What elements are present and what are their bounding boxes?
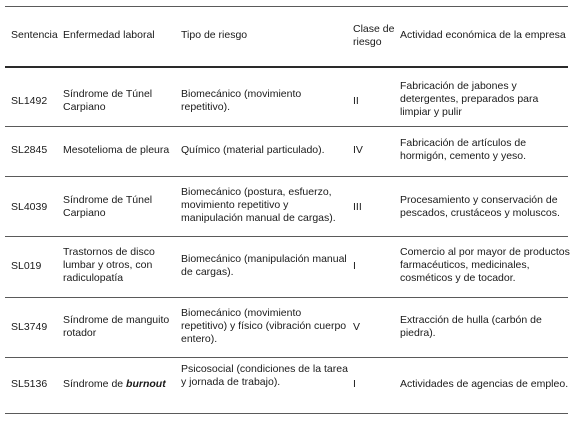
cell-line: hormigón, cemento y yeso. <box>400 150 527 162</box>
cell-enfermedad: Mesotelioma de pleura <box>63 144 170 156</box>
header-rule <box>5 66 568 68</box>
row-rule <box>5 176 568 177</box>
cell-line: lumbar y otros, con <box>63 259 153 271</box>
cell-enfermedad <box>63 314 169 340</box>
cell-enfermedad <box>63 194 152 220</box>
row-rule <box>5 297 568 298</box>
cell-line: Fabricación de jabones y <box>400 80 517 92</box>
cell-line: Biomecánico (manipulación manual <box>181 253 347 265</box>
cell-actividad <box>400 314 542 340</box>
cell-line: Procesamiento y conservación de <box>400 194 558 206</box>
cell-sentencia: SL019 <box>11 260 42 272</box>
cell-tipo <box>181 363 348 389</box>
cell-line: rotador <box>63 327 97 339</box>
cell-line: limpiar y pulir <box>400 106 462 118</box>
cell-line: Extracción de hulla (carbón de <box>400 314 542 326</box>
cell-tipo <box>181 88 301 114</box>
header-tipo: Tipo de riesgo <box>181 29 248 41</box>
table-bottom-rule <box>5 413 568 414</box>
cell-clase: IV <box>353 144 363 156</box>
cell-clase: II <box>353 95 359 107</box>
cell-line: entero). <box>181 333 218 345</box>
row-rule <box>5 126 568 127</box>
header-enfermedad: Enfermedad laboral <box>63 29 155 41</box>
cell-line: manipulación manual de cargas). <box>181 212 336 224</box>
cell-actividad <box>400 246 570 285</box>
cell-actividad <box>400 137 526 163</box>
header-actividad: Actividad económica de la empresa <box>400 29 566 41</box>
cell-emphasis: burnout <box>126 378 166 390</box>
cell-line: Comercio al por mayor de productos <box>400 246 570 258</box>
cell-text: Síndrome de <box>63 378 127 390</box>
cell-line: piedra). <box>400 327 436 339</box>
cell-line: cosméticos y de tocador. <box>400 272 516 284</box>
cell-line: Síndrome de Túnel <box>63 194 153 206</box>
cell-sentencia: SL1492 <box>11 95 48 107</box>
cell-tipo <box>181 307 346 346</box>
row-rule <box>5 357 568 358</box>
cell-line: Síndrome de manguito <box>63 314 170 326</box>
cell-tipo: Químico (material particulado). <box>181 144 325 156</box>
cell-line: Trastornos de disco <box>63 246 155 258</box>
cell-line: Psicosocial (condiciones de la tarea <box>181 363 348 375</box>
cell-line: farmacéuticos, medicinales, <box>400 259 530 271</box>
cell-clase: I <box>353 378 356 390</box>
cell-actividad <box>400 80 538 119</box>
cell-line: Biomecánico (movimiento <box>181 88 302 100</box>
row-rule <box>5 236 568 237</box>
cell-sentencia: SL4039 <box>11 201 48 213</box>
cell-clase: III <box>353 201 362 213</box>
table-top-rule <box>5 6 568 7</box>
cell-line: Biomecánico (postura, esfuerzo, <box>181 186 332 198</box>
cell-line: Fabricación de artículos de <box>400 137 527 149</box>
cell-actividad: Actividades de agencias de empleo. <box>400 378 569 390</box>
cell-line: pescados, crustáceos y moluscos. <box>400 207 560 219</box>
header-clase <box>353 23 394 49</box>
cell-line: detergentes, preparados para <box>400 93 539 105</box>
header-clase-line: riesgo <box>353 36 382 48</box>
cell-enfermedad <box>63 378 166 391</box>
cell-sentencia: SL3749 <box>11 321 48 333</box>
cell-tipo <box>181 253 347 279</box>
cell-line: Síndrome de Túnel <box>63 88 153 100</box>
header-sentencia: Sentencia <box>11 29 58 41</box>
header-clase-line: Clase de <box>353 23 395 35</box>
cell-tipo <box>181 186 336 225</box>
cell-enfermedad <box>63 246 155 285</box>
cell-line: de cargas). <box>181 266 234 278</box>
cell-clase: V <box>353 321 361 333</box>
cell-clase: I <box>353 260 356 272</box>
cell-line: Biomecánico (movimiento <box>181 307 302 319</box>
cell-sentencia: SL2845 <box>11 144 48 156</box>
cell-line: Carpiano <box>63 101 106 113</box>
cell-enfermedad <box>63 88 152 114</box>
cell-line: Carpiano <box>63 207 106 219</box>
cell-line: repetitivo). <box>181 101 231 113</box>
cell-line: movimiento repetitivo y <box>181 199 289 211</box>
cell-sentencia: SL5136 <box>11 378 48 390</box>
cell-line: y jornada de trabajo). <box>181 376 281 388</box>
cell-line: repetitivo) y físico (vibración cuerpo <box>181 320 347 332</box>
cell-actividad <box>400 194 560 220</box>
cell-line: radiculopatía <box>63 272 124 284</box>
